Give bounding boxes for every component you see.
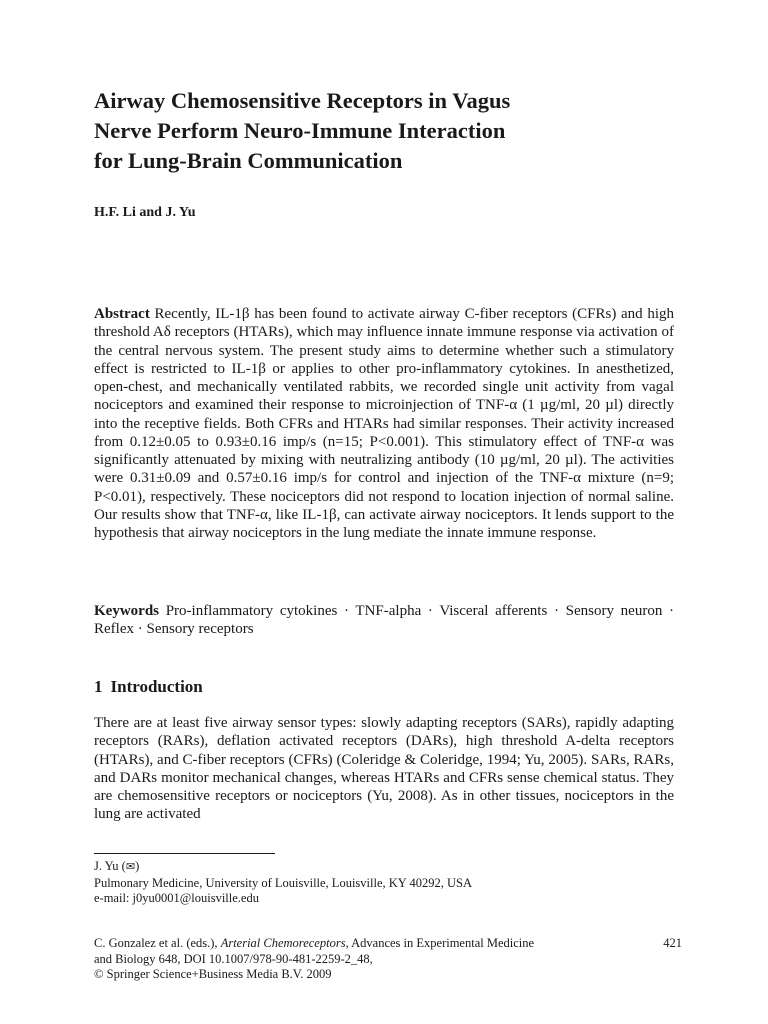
citation-line-3: © Springer Science+Business Media B.V. 2009 bbox=[94, 967, 332, 981]
section-heading bbox=[94, 676, 203, 698]
author-list: H.F. Li and J. Yu bbox=[94, 205, 196, 220]
footnote-author-name: J. Yu bbox=[94, 859, 119, 873]
keywords-text: Pro-inflammatory cytokines · TNF-alpha · Visceral afferents · Sensory neuron · Reflex · Sensory receptors bbox=[94, 603, 675, 638]
citation-book-title: Arterial Chemoreceptors bbox=[220, 936, 346, 950]
citation-editors: C. Gonzalez et al. (eds.), bbox=[94, 936, 218, 950]
keywords-paragraph bbox=[94, 602, 674, 639]
section-number: 1 bbox=[94, 677, 103, 696]
book-citation bbox=[94, 936, 634, 983]
section-title-text: Introduction bbox=[110, 677, 203, 696]
footnote-author-line: J. Yu (✉) bbox=[94, 859, 674, 876]
paper-title bbox=[94, 86, 694, 176]
citation-series: , Advances in Experimental Medicine bbox=[345, 936, 535, 950]
footnote-affiliation: Pulmonary Medicine, University of Louisville, Louisville, KY 40292, USA bbox=[94, 875, 472, 890]
title-line-1: Airway Chemosensitive Receptors in Vagus bbox=[94, 88, 511, 113]
author-footnote bbox=[94, 859, 674, 907]
introduction-paragraph: There are at least five airway sensor types: slowly adapting receptors (SARs), rapidly adapting receptors (RARs), deflation activated receptors (DARs), high threshold A-delta receptors (HTARs), and C-fiber receptors (CFRs) (Coleridge & Coleridge, 1994; Yu, 2005). SARs, RARs, and DARs monitor mechanical changes, whereas HTARs and CFRs sense chemical status. They are chemosensitive receptors or nociceptors (Yu, 2008). As in other tissues, nociceptors in the lung are activated bbox=[94, 715, 674, 823]
footnote-email: e-mail: j0yu0001@louisville.edu bbox=[94, 891, 259, 905]
title-line-2: Nerve Perform Neuro-Immune Interaction bbox=[94, 118, 506, 143]
abstract-text: Recently, IL-1β has been found to activate airway C-fiber receptors (CFRs) and high threshold Aδ receptors (HTARs), which may influence innate immune response via activation of the central nervous system. The present study aims to determine whether such a stimulatory effect is restricted to IL-1β or applies to other pro-inflammatory cytokines. In anesthetized, open-chest, and mechanically ventilated rabbits, we recorded single unit activity from vagal nociceptors and examined their response to microinjection of TNF-α (1 µg/ml, 20 µl) directly into the receptive fields. Both CFRs and HTARs had similar responses. Their activity increased from 0.12±0.05 to 0.93±0.16 imp/s (n=15; P<0.001). This stimulatory effect of TNF-α was significantly attenuated by mixing with neutralizing antibody (10 µg/ml, 20 µl). The activities were 0.31±0.09 and 0.57±0.16 imp/s for control and injection of the TNF-α mixture (n=9; P<0.01), respectively. These nociceptors did not respond to location injection of normal saline. Our results show that TNF-α, like IL-1β, can activate airway nociceptors. It lends support to the hypothesis that airway nociceptors in the lung mediate the innate immune response. bbox=[94, 306, 674, 541]
page-number: 421 bbox=[663, 936, 682, 950]
citation-line-1 bbox=[94, 936, 634, 952]
citation-line-2: and Biology 648, DOI 10.1007/978-90-481-2259-2_48, bbox=[94, 951, 373, 966]
abstract-paragraph bbox=[94, 305, 674, 542]
keywords-label: Keywords bbox=[94, 603, 159, 619]
title-line-3: for Lung-Brain Communication bbox=[94, 148, 403, 173]
abstract-label: Abstract bbox=[94, 306, 150, 322]
envelope-icon: ✉ bbox=[125, 861, 136, 873]
footnote-divider bbox=[94, 853, 275, 854]
